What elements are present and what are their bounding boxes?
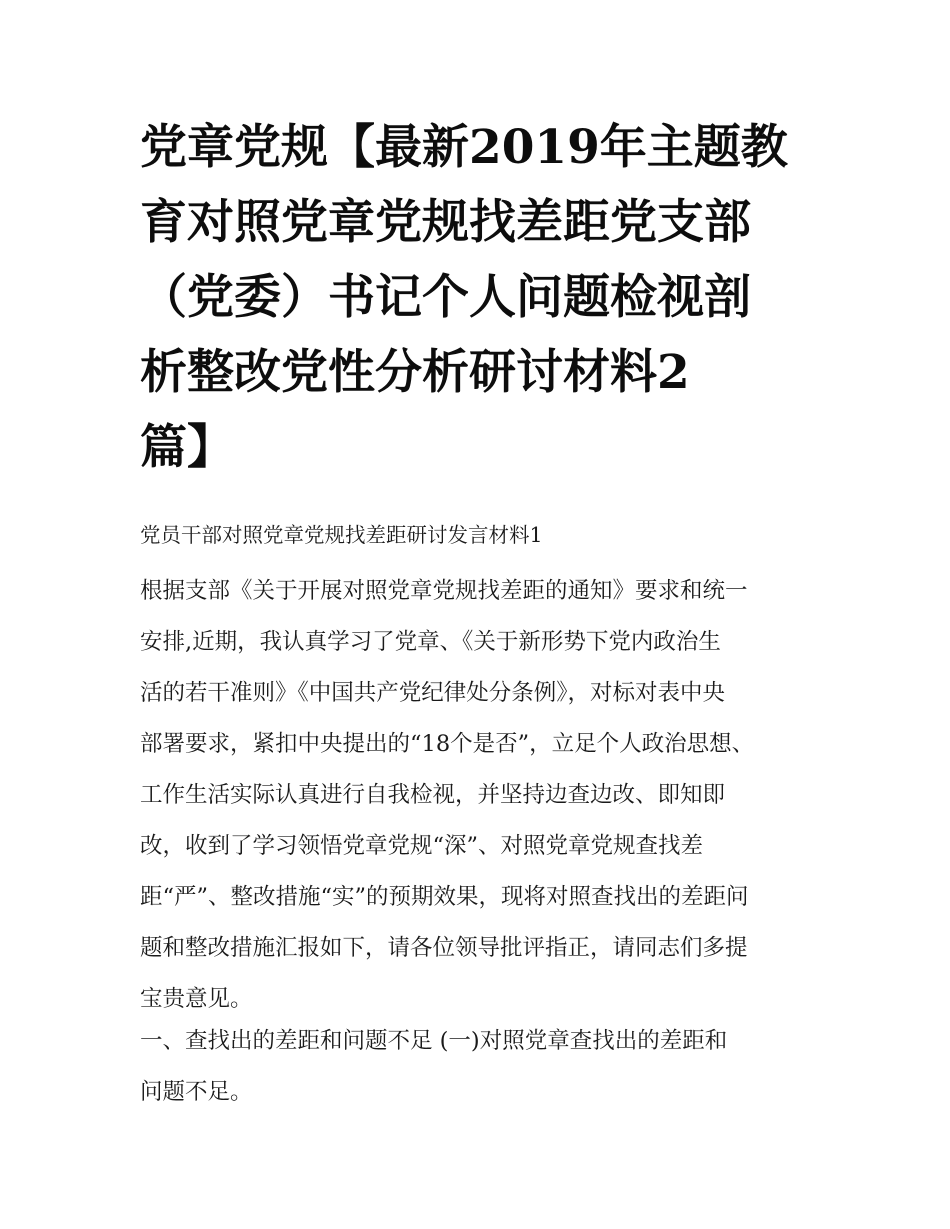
paragraph-line: 工作生活实际认真进行自我检视，并坚持边查边改、即知即 xyxy=(140,782,726,808)
paragraph-line: 宝贵意见。 xyxy=(140,986,253,1012)
paragraph-line: 根据支部《关于开展对照党章党规找差距的通知》要求和统一 xyxy=(140,578,748,604)
paragraph-line: 部署要求，紧扣中央提出的“18个是否”，立足个人政治思想、 xyxy=(140,731,755,757)
paragraph-line: 题和整改措施汇报如下，请各位领导批评指正，请同志们多提 xyxy=(140,935,748,961)
document-subtitle: 党员干部对照党章党规找差距研讨发言材料1 xyxy=(140,523,543,547)
paragraph-line: 活的若干准则》《中国共产党纪律处分条例》，对标对表中央 xyxy=(140,680,726,706)
section-heading-paragraph xyxy=(140,1016,830,1118)
title-line-3: （党委）书记个人问题检视剖 xyxy=(140,270,751,325)
document-title xyxy=(140,110,820,485)
section-line: 问题不足。 xyxy=(140,1079,253,1105)
section-line: 一、查找出的差距和问题不足 (一)对照党章查找出的差距和 xyxy=(140,1028,728,1054)
title-line-2: 育对照党章党规找差距党支部 xyxy=(140,195,751,250)
title-line-5: 篇】 xyxy=(140,420,234,475)
paragraph-line: 距“严”、整改措施“实”的预期效果，现将对照查找出的差距问 xyxy=(140,884,749,910)
intro-paragraph xyxy=(140,566,830,1025)
paragraph-line: 安排,近期，我认真学习了党章、《关于新形势下党内政治生 xyxy=(140,629,721,655)
paragraph-line: 改，收到了学习领悟党章党规“深”、对照党章党规查找差 xyxy=(140,833,704,859)
title-line-1: 党章党规【最新2019年主题教 xyxy=(140,120,788,175)
title-line-4: 析整改党性分析研讨材料2 xyxy=(140,345,690,400)
